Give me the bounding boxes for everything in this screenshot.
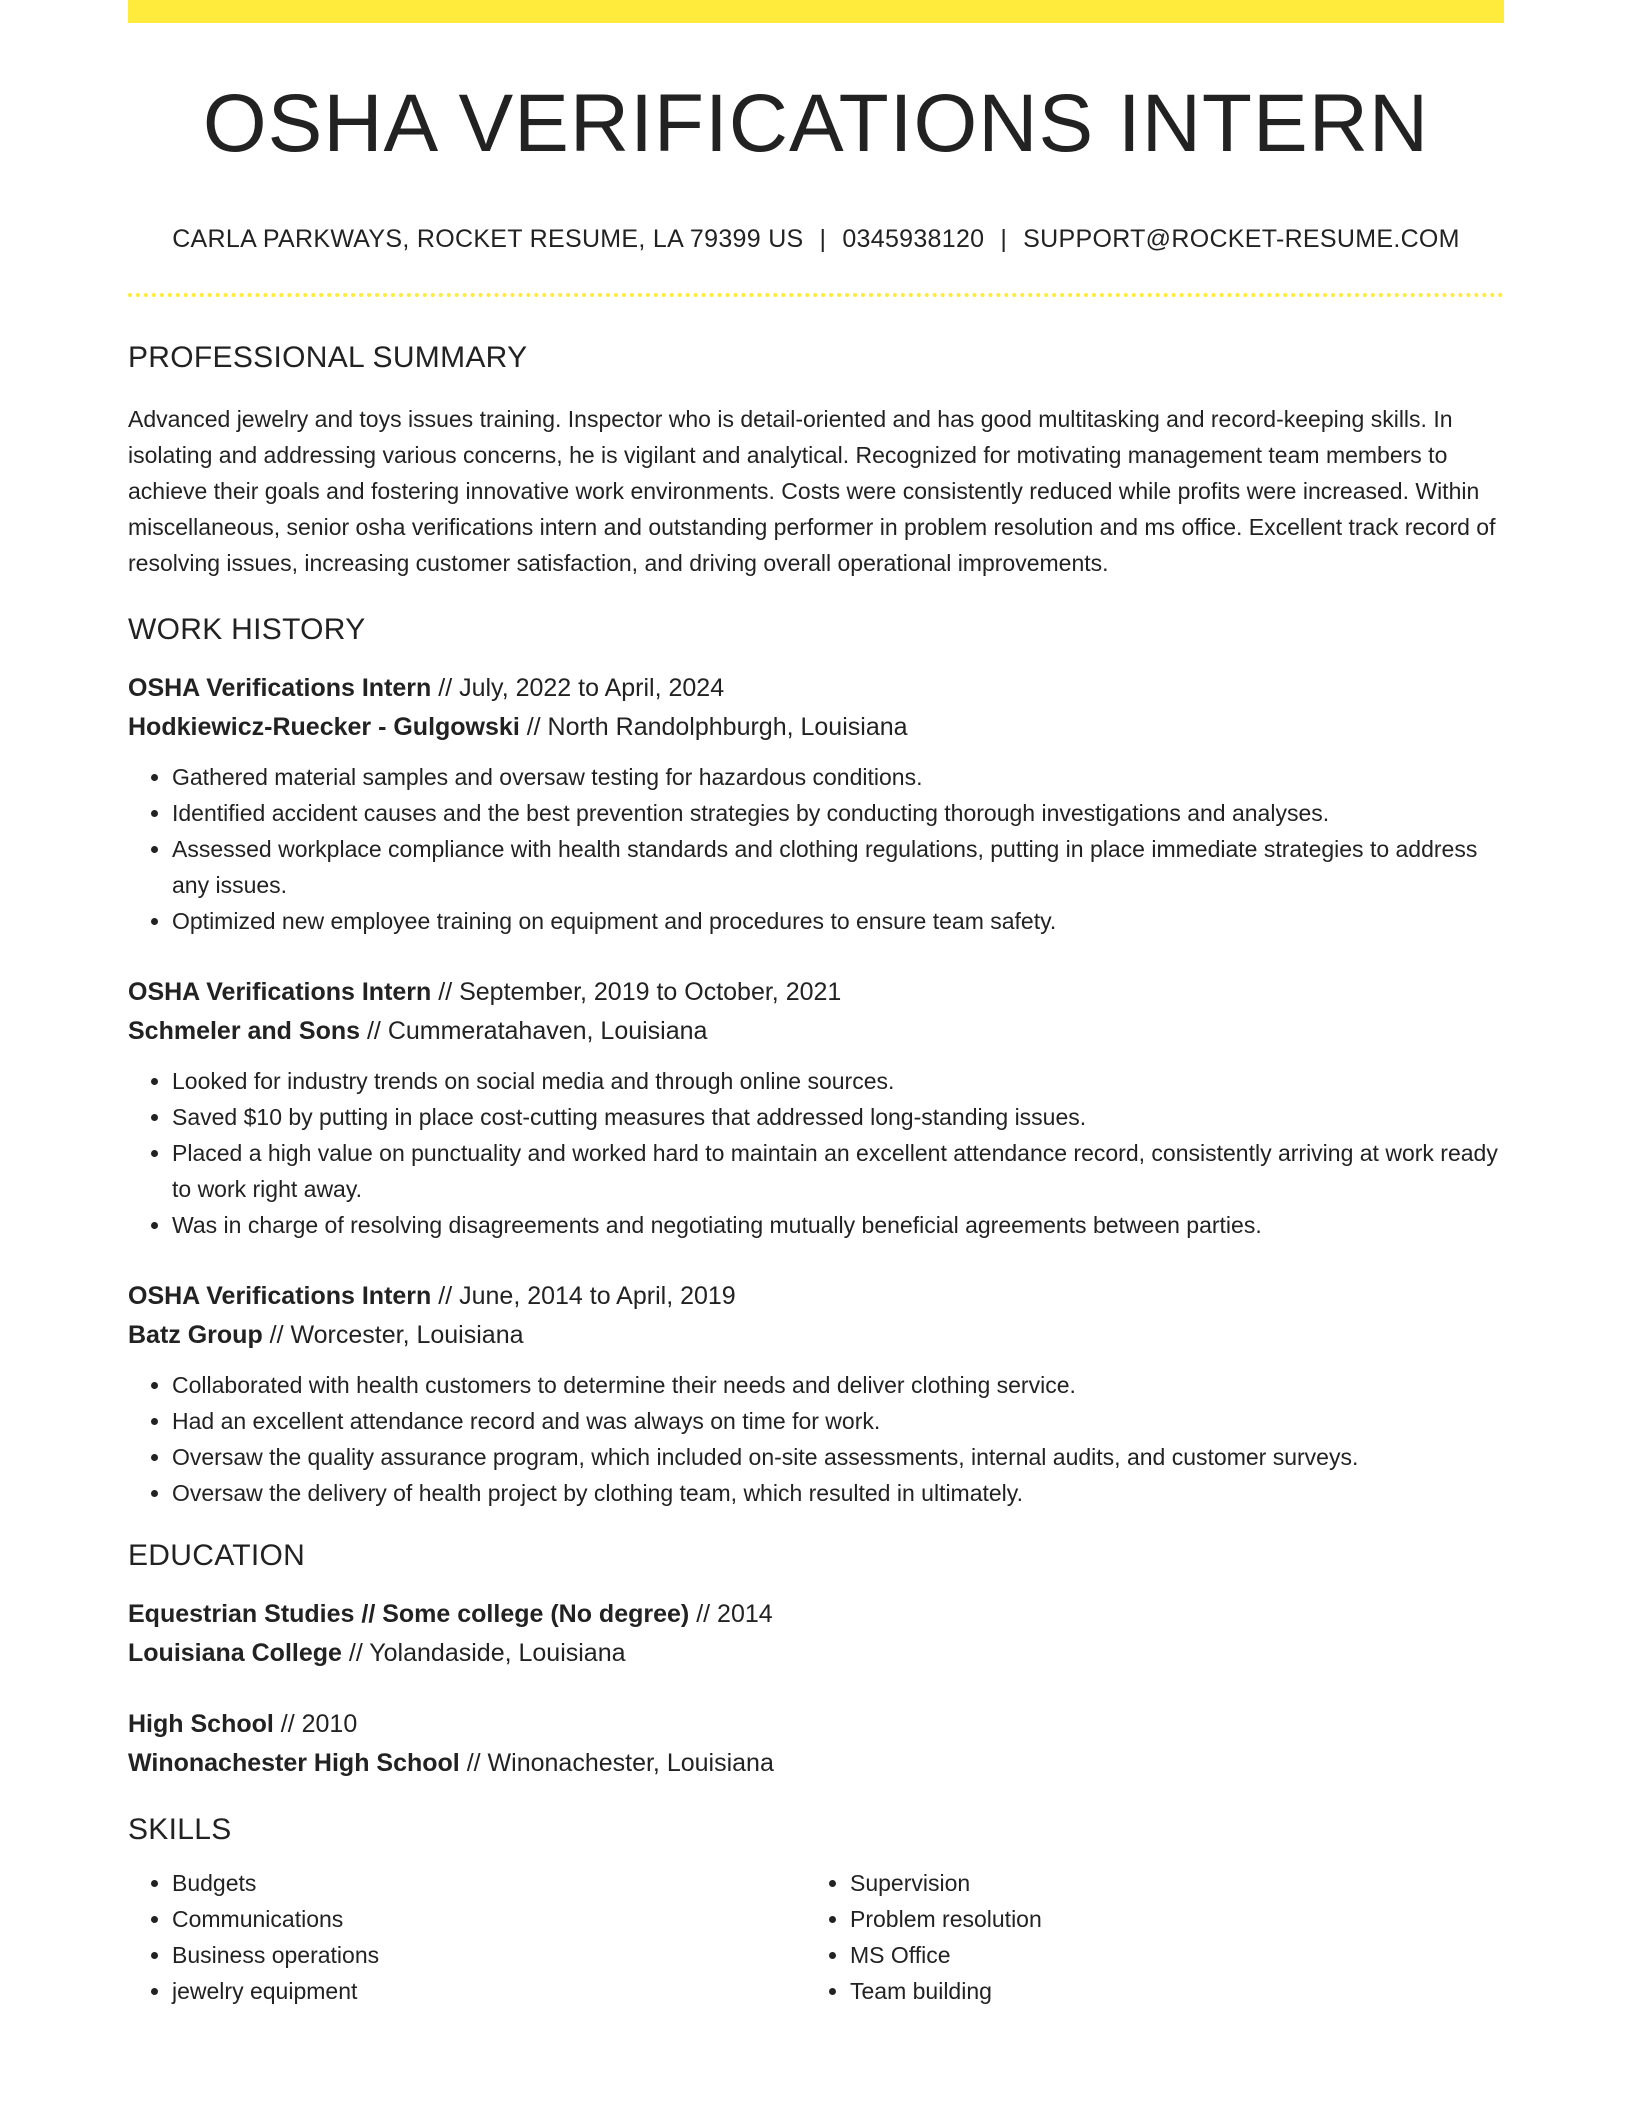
summary-heading: PROFESSIONAL SUMMARY xyxy=(128,341,528,375)
job-company-line xyxy=(128,708,1504,747)
job-company: Batz Group xyxy=(128,1321,263,1350)
job-dates: // September, 2019 to October, 2021 xyxy=(438,978,842,1007)
job-bullets xyxy=(128,1367,1504,1511)
job-company-line xyxy=(128,1316,1504,1355)
job-location: // Worcester, Louisiana xyxy=(269,1321,524,1350)
job-title-line xyxy=(128,669,1504,708)
job-location: // North Randolphburgh, Louisiana xyxy=(526,713,908,742)
job-title: OSHA Verifications Intern xyxy=(128,1282,432,1311)
skill-item: • Business operations xyxy=(172,1937,806,1973)
contact-separator: | xyxy=(819,225,827,254)
job-location: // Cummeratahaven, Louisiana xyxy=(366,1017,708,1046)
skill-item: • Communications xyxy=(172,1901,806,1937)
job-dates: // July, 2022 to April, 2024 xyxy=(438,674,725,703)
education-degree: Equestrian Studies // Some college (No degree) xyxy=(128,1600,690,1629)
education-location: // Yolandaside, Louisiana xyxy=(348,1639,626,1668)
contact-line xyxy=(128,225,1504,254)
skill-item: • Problem resolution xyxy=(850,1901,1484,1937)
job-bullet: • Oversaw the delivery of health project by clothing team, which resulted in ultimately. xyxy=(172,1475,1504,1511)
skill-item: • jewelry equipment xyxy=(172,1973,806,2009)
job-company: Schmeler and Sons xyxy=(128,1017,361,1046)
job-bullet: • Placed a high value on punctuality and worked hard to maintain an excellent attendance record, consistently arriving at work ready to work right away. xyxy=(172,1135,1504,1207)
education-year: // 2010 xyxy=(280,1710,358,1739)
contact-email: SUPPORT@ROCKET-RESUME.COM xyxy=(1023,225,1460,254)
work-history-heading: WORK HISTORY xyxy=(128,613,366,647)
education-year: // 2014 xyxy=(696,1600,773,1629)
job-title-line xyxy=(128,1277,1504,1316)
job-bullet: • Optimized new employee training on equipment and procedures to ensure team safety. xyxy=(172,903,1504,939)
education-school-line xyxy=(128,1634,1504,1673)
skills-heading: SKILLS xyxy=(128,1813,232,1847)
top-accent-bar xyxy=(128,0,1504,23)
education-school: Winonachester High School xyxy=(128,1749,460,1778)
job-bullet: • Assessed workplace compliance with health standards and clothing regulations, putting in place immediate strategies to address any issues. xyxy=(172,831,1504,903)
job-bullet: • Had an excellent attendance record and was always on time for work. xyxy=(172,1403,1504,1439)
job-entry xyxy=(128,973,1504,1243)
job-bullet: • Collaborated with health customers to determine their needs and deliver clothing service. xyxy=(172,1367,1504,1403)
job-bullet: • Identified accident causes and the best prevention strategies by conducting thorough investigations and analyses. xyxy=(172,795,1504,831)
education-school: Louisiana College xyxy=(128,1639,342,1668)
job-dates: // June, 2014 to April, 2019 xyxy=(438,1282,736,1311)
education-degree: High School xyxy=(128,1710,274,1739)
job-bullet: • Looked for industry trends on social media and through online sources. xyxy=(172,1063,1504,1099)
resume-title: OSHA VERIFICATIONS INTERN xyxy=(202,78,1430,169)
contact-separator: | xyxy=(1000,225,1008,254)
dotted-divider xyxy=(128,293,1504,297)
skill-item: • Team building xyxy=(850,1973,1484,2009)
job-title: OSHA Verifications Intern xyxy=(128,674,432,703)
skills-columns xyxy=(128,1865,1504,2009)
skills-right-list xyxy=(806,1865,1484,2009)
job-entry xyxy=(128,1277,1504,1511)
education-entry xyxy=(128,1705,1504,1783)
job-title: OSHA Verifications Intern xyxy=(128,978,432,1007)
skill-item: • Budgets xyxy=(172,1865,806,1901)
job-company: Hodkiewicz-Ruecker - Gulgowski xyxy=(128,713,520,742)
job-bullets xyxy=(128,1063,1504,1243)
skill-item: • Supervision xyxy=(850,1865,1484,1901)
summary-text: Advanced jewelry and toys issues training. Inspector who is detail-oriented and has good multitasking and record-keeping skills. In isolating and addressing various concerns, he is vigilant and analytical. Recognized for motivating management team members to achieve their goals and fostering innovative work environments. Costs were consistently reduced while profits were increased. Within miscellaneous, senior osha verifications intern and outstanding performer in problem resolution and ms office. Excellent track record of resolving issues, increasing customer satisfaction, and driving overall operational improvements. xyxy=(128,406,1496,577)
job-bullet: • Oversaw the quality assurance program, which included on-site assessments, internal audits, and customer surveys. xyxy=(172,1439,1504,1475)
contact-phone: 0345938120 xyxy=(842,225,985,254)
education-heading: EDUCATION xyxy=(128,1539,306,1573)
skill-item: • MS Office xyxy=(850,1937,1484,1973)
job-title-line xyxy=(128,973,1504,1012)
education-location: // Winonachester, Louisiana xyxy=(466,1749,774,1778)
resume-page xyxy=(128,0,1504,2009)
job-bullet: • Saved $10 by putting in place cost-cutting measures that addressed long-standing issues. xyxy=(172,1099,1504,1135)
job-bullets xyxy=(128,759,1504,939)
education-degree-line xyxy=(128,1595,1504,1634)
contact-address: CARLA PARKWAYS, ROCKET RESUME, LA 79399 US xyxy=(172,225,804,254)
job-bullet: • Was in charge of resolving disagreements and negotiating mutually beneficial agreements between parties. xyxy=(172,1207,1504,1243)
job-bullet: • Gathered material samples and oversaw testing for hazardous conditions. xyxy=(172,759,1504,795)
education-school-line xyxy=(128,1744,1504,1783)
job-entry xyxy=(128,669,1504,939)
education-entry xyxy=(128,1595,1504,1673)
education-degree-line xyxy=(128,1705,1504,1744)
skills-left-list xyxy=(128,1865,806,2009)
job-company-line xyxy=(128,1012,1504,1051)
